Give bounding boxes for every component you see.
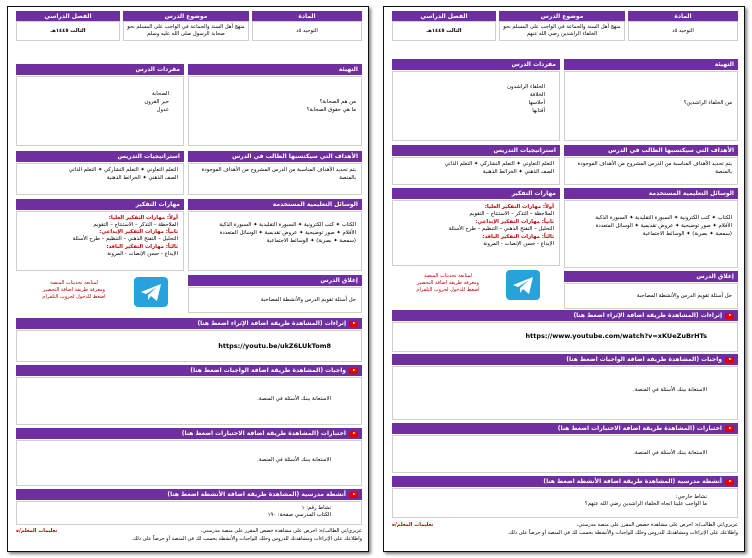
- instructions-title: تعليمات المعلم/ة: [392, 522, 434, 528]
- tests-header[interactable]: [392, 423, 738, 434]
- intro-header: التهيئة: [188, 64, 362, 75]
- activity-header[interactable]: [16, 489, 362, 500]
- thinking-header: مهارات التفكير: [16, 199, 184, 210]
- vocab-header: مفردات الدرس: [392, 59, 560, 70]
- thinking-line-3: الإبداع - حسن الإنصات - المرونة: [483, 241, 554, 248]
- homework-content: الاستعانة ببنك الأسئلة في المنصة.: [392, 366, 738, 420]
- youtube-icon: [725, 479, 734, 485]
- homework-content: الاستعانة ببنك الأسئلة في المنصة.: [16, 377, 362, 425]
- thinking-header: مهارات التفكير: [392, 188, 560, 199]
- telegram-icon[interactable]: [506, 270, 540, 300]
- enrich-header-label: إثراءات (المشاهدة طريقة اضافة الإثراء اضغط هنا): [197, 320, 346, 327]
- youtube-icon: [725, 357, 734, 363]
- aids-header: الوسائل التعليمية المستخدمة: [188, 199, 362, 210]
- enrich-header[interactable]: [16, 318, 362, 329]
- subject-value: التوحيد ٥د: [628, 21, 738, 41]
- tests-header-label: اختبارات (المشاهدة طريقة اضافة الاختبارات اضغط هنا): [557, 425, 722, 432]
- objectives-content: يتم تحديد الأهداف المناسبة من الدرس المشروح من الأهداف الموجودة بالمنصة: [564, 157, 738, 185]
- activity-header-label: أنشطة مدرسية (المشاهدة طريقة اضافة الأنشطة اضغط هنا): [543, 478, 722, 485]
- topic-header: موضوع الدرس: [123, 11, 249, 22]
- topic-header: موضوع الدرس: [499, 11, 625, 22]
- intro-content: من الخلفاء الراشدين؟: [564, 71, 738, 141]
- topic-value: منهج أهل السنة والجماعة في الواجب على المسلم نحو الخلفاء الراشدين رضي الله عنهم: [499, 21, 625, 41]
- closure-header: إغلاق الدرس: [564, 271, 738, 282]
- activity-content: نشاط خارجي: ما الواجب علينا اتجاه الخلفاء الراشدين رضي الله عنهم؟: [392, 488, 738, 518]
- strategies-header: استراتيجيات التدريس: [392, 145, 560, 156]
- teacher-instructions: [392, 522, 738, 537]
- lesson-plan-page-2: [383, 6, 745, 552]
- subject-header: المادة: [628, 11, 738, 22]
- homework-header[interactable]: [392, 354, 738, 365]
- aids-header: الوسائل التعليمية المستخدمة: [564, 188, 738, 199]
- thinking-line-1: الملاحظة – التذكر – الاستنتاج – التقويم: [93, 222, 178, 229]
- subject-header: المادة: [252, 11, 362, 22]
- tests-content: الاستعانة ببنك الأسئلة في المنصة.: [16, 440, 362, 486]
- intro-content: من هم الصحابة؟ ما هي حقوق الصحابة؟: [188, 76, 362, 146]
- youtube-icon: [725, 313, 734, 319]
- strategies-content: التعلم التعاوني ✦ التعلم التشاركي ✦ التعلم الذاتي الصف الذهني ✦ الخرائط الذهنية: [392, 157, 560, 185]
- youtube-icon: [349, 321, 358, 327]
- thinking-heading-2: ثانياً: مهارات التفكير الإبداعي:: [475, 218, 554, 225]
- thinking-content: [16, 211, 184, 271]
- enrich-link[interactable]: https://www.youtube.com/watch?v=xKUeZuBrHTs: [392, 322, 738, 352]
- instructions-title: تعليمات المعلم/ة: [16, 528, 58, 534]
- enrich-header[interactable]: [392, 310, 738, 321]
- instructions-text: عزيزي/تي الطالب/ة: احرص على مشاهدة حصص المقرر على منصة مدرستي، واطلاعك على الإثراءات ومشاهدتك للدروس وحلك للواجبات والأنشطة يحسب لك في المنصة أو حرصاً على ذلك.: [507, 522, 738, 536]
- telegram-link-text[interactable]: لمتابعة تحديثات المنصة ومعرفة طريقة اضافة التحضير اضغط للدخول لجروب التلقرام: [416, 273, 480, 293]
- tests-content: الاستعانة ببنك الأسئلة في المنصة.: [392, 435, 738, 473]
- tests-header-label: اختبارات (المشاهدة طريقة اضافة الاختبارات اضغط هنا): [181, 430, 346, 437]
- thinking-line-3: الإبداع - حسن الإنصات - المرونة: [107, 250, 178, 257]
- thinking-content: [392, 200, 560, 266]
- tests-header[interactable]: [16, 428, 362, 439]
- term-header: الفصل الدراسي: [16, 11, 120, 22]
- term-header: الفصل الدراسي: [392, 11, 496, 22]
- activity-content: نشاط رقم: ١ الكتاب المدرسي صفحة: ١٩٠: [16, 501, 362, 525]
- vocab-content: الصحابة خير القرون عدول: [16, 76, 184, 146]
- thinking-heading-3: ثالثاً: مهارات التفكير الناقد:: [482, 233, 554, 240]
- term-value: الثالث ١٤٤٥هـ: [16, 21, 120, 41]
- telegram-link-text[interactable]: لمتابعة تحديثات المنصة ومعرفة طريقة اضافة التحضير اضغط للدخول لجروب التلقرام: [42, 280, 106, 300]
- vocab-content: الخلفاء الراشدون الخلافة أحلاسها أقتابها: [392, 71, 560, 141]
- objectives-content: يتم تحديد الأهداف المناسبة من الدرس المشروح من الأهداف الموجودة بالمنصة: [188, 163, 362, 195]
- thinking-line-2: التحليل – التفتح الذهني – التنظيم – طرح الأسئلة: [448, 226, 554, 233]
- homework-header[interactable]: [16, 365, 362, 376]
- closure-content: حل أسئلة تقويم الدرس والأنشطة المصاحبة: [188, 287, 362, 313]
- aids-content: الكتاب ✦ كتب الكترونية ✦ السبورة التقليدية ✦ السبورة الذكية الأقلام ✦ صور توضيحية ✦ عروض تقديمية ✦ الوسائل المتعددة (سمعية ✦ بصرية) ✦ الوسائط الاجتماعية: [564, 200, 738, 268]
- youtube-icon: [349, 431, 358, 437]
- strategies-header: استراتيجيات التدريس: [16, 151, 184, 162]
- enrich-link[interactable]: https://youtu.be/ukZ6LUkTom8: [16, 330, 362, 362]
- closure-header: إغلاق الدرس: [188, 275, 362, 286]
- activity-header-label: أنشطة مدرسية (المشاهدة طريقة اضافة الأنشطة اضغط هنا): [167, 491, 346, 498]
- enrich-header-label: إثراءات (المشاهدة طريقة اضافة الإثراء اضغط هنا): [573, 312, 722, 319]
- youtube-icon: [349, 492, 358, 498]
- telegram-icon[interactable]: [134, 277, 168, 307]
- subject-value: التوحيد ٥د: [252, 21, 362, 41]
- thinking-heading-1: أولاً: مهارات التفكير العليا:: [484, 204, 554, 210]
- topic-value: منهج أهل السنة والجماعة في الواجب على المسلم نحو صحابة الرسول صلى الله عليه وسلم: [123, 21, 249, 41]
- youtube-icon: [725, 426, 734, 432]
- closure-content: حل أسئلة تقويم الدرس والأنشطة المصاحبة: [564, 283, 738, 309]
- youtube-icon: [349, 368, 358, 374]
- thinking-heading-3: ثالثاً: مهارات التفكير الناقد:: [106, 243, 178, 250]
- term-value: الثالث ١٤٤٥هـ: [392, 21, 496, 41]
- activity-header[interactable]: [392, 476, 738, 487]
- instructions-text: عزيزي/تي الطالب/ة: احرص على مشاهدة حصص المقرر على منصة مدرستي، واطلاعك على الإثراءات ومشاهدتك للدروس وحلك للواجبات والأنشطة يحسب لك في المنصة أو حرصاً على ذلك.: [131, 528, 362, 542]
- teacher-instructions: [16, 528, 362, 543]
- objectives-header: الأهداف التي سيكتسبها الطالب في الدرس: [188, 151, 362, 162]
- objectives-header: الأهداف التي سيكتسبها الطالب في الدرس: [564, 145, 738, 156]
- aids-content: الكتاب ✦ كتب الكترونية ✦ السبورة التقليدية ✦ السبورة الذكية الأقلام ✦ صور توضيحية ✦ عروض تقديمية ✦ الوسائل المتعددة (سمعية ✦ بصرية) ✦ الوسائط الاجتماعية: [188, 211, 362, 271]
- thinking-heading-1: أولاً: مهارات التفكير العليا:: [108, 215, 178, 221]
- thinking-line-1: الملاحظة – التذكر – الاستنتاج – التقويم: [469, 211, 554, 218]
- homework-header-label: واجبات (المشاهدة طريقة اضافة الواجبات اضغط هنا): [566, 356, 722, 363]
- intro-header: التهيئة: [564, 59, 738, 70]
- strategies-content: التعلم التعاوني ✦ التعلم التشاركي ✦ التعلم الذاتي الصف الذهني ✦ الخرائط الذهنية: [16, 163, 184, 195]
- thinking-line-2: التحليل – التفتح الذهني – التنظيم – طرح الأسئلة: [72, 236, 178, 243]
- homework-header-label: واجبات (المشاهدة طريقة اضافة الواجبات اضغط هنا): [190, 367, 346, 374]
- thinking-heading-2: ثانياً: مهارات التفكير الإبداعي:: [99, 229, 178, 236]
- vocab-header: مفردات الدرس: [16, 64, 184, 75]
- lesson-plan-page-1: [7, 6, 369, 552]
